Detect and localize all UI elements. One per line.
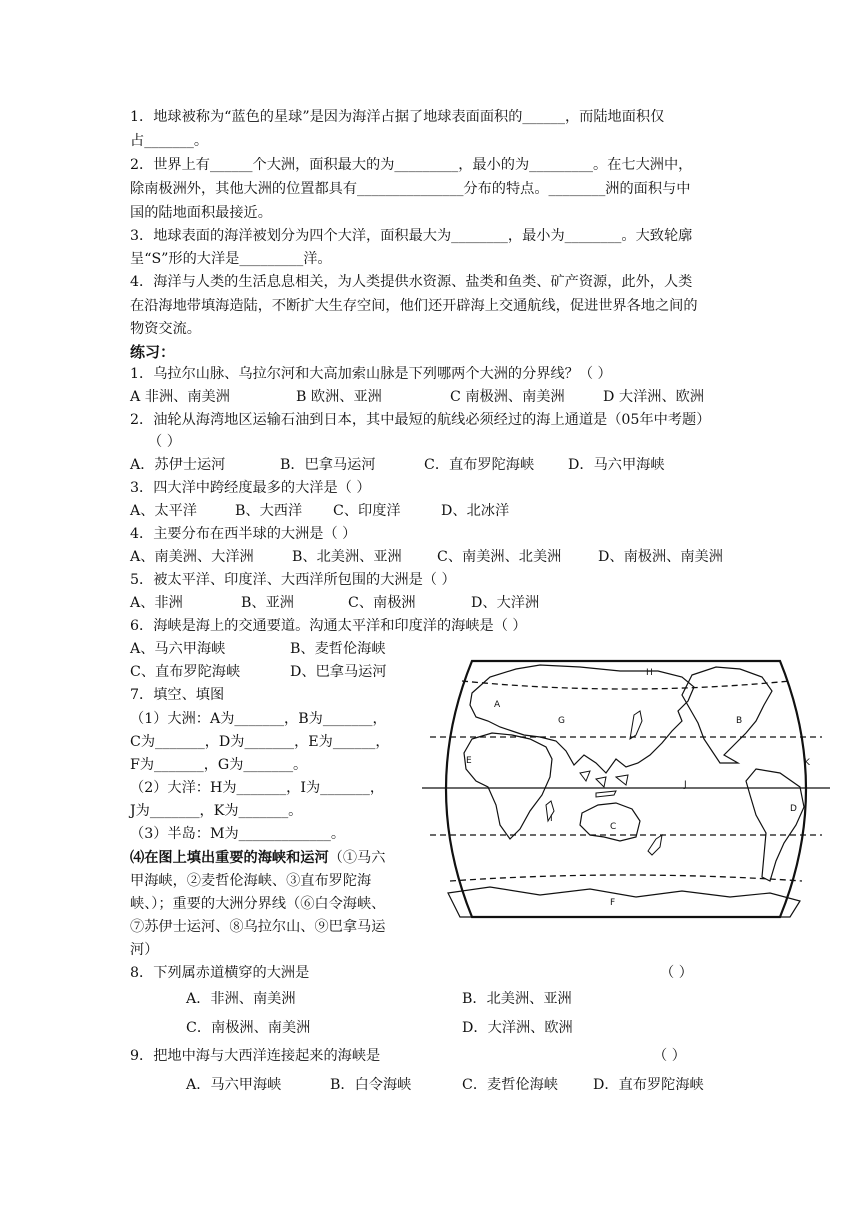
question-7-title: 7．填空、填图	[130, 687, 225, 703]
q9-answer-paren: （ ）	[653, 1048, 686, 1064]
q1-option-c: C 南极洲、南美洲	[450, 389, 565, 405]
q7-line: （1）大洲：A为_______，B为_______，	[130, 711, 387, 727]
south-america-shape	[746, 769, 804, 881]
question-8-stem: 8．下列属赤道横穿的大洲是	[130, 965, 310, 981]
q3-option-d: D、北冰洋	[441, 503, 510, 519]
q7-line: J为_______，K为_______。	[130, 803, 303, 819]
japan-shape	[630, 711, 642, 739]
q9-option-a: A．马六甲海峡	[186, 1077, 282, 1093]
eurasia-shape	[470, 665, 694, 773]
arctic-circle	[462, 681, 790, 689]
q1-option-b: B 欧洲、亚洲	[296, 389, 382, 405]
q8-option-a: A．非洲、南美洲	[186, 991, 296, 1007]
intro-line: 在沿海地带填海造陆，不断扩大生存空间，他们还开辟海上交通航线，促进世界各地之间的	[130, 298, 698, 314]
q7-item4-first-line	[130, 848, 385, 868]
q5-option-a: A、非洲	[130, 595, 183, 611]
map-label-g: G	[558, 716, 565, 726]
practice-heading: 练习：	[130, 343, 176, 361]
q6-option-c: C、直布罗陀海峡	[130, 664, 241, 680]
world-map-figure	[420, 655, 832, 923]
q4-option-c: C、南美洲、北美洲	[437, 549, 562, 565]
intro-line: 国的陆地面积最接近。	[130, 205, 272, 221]
q2-option-d: D．马六甲海峡	[568, 457, 665, 473]
question-1-stem: 1．乌拉尔山脉、乌拉尔河和大高加索山脉是下列哪两个大洲的分界线？（ ）	[130, 366, 612, 382]
intro-line: 3．地球表面的海洋被划分为四个大洋，面积最大为________，最小为________。大致轮廓	[130, 228, 693, 244]
question-6-stem: 6．海峡是海上的交通要道。沟通太平洋和印度洋的海峡是（ ）	[130, 618, 527, 634]
q7-line: （2）大洋：H为_______，I为_______，	[130, 780, 385, 796]
q9-option-b: B．白令海峡	[330, 1077, 412, 1093]
map-label-b: B	[736, 716, 743, 726]
map-label-k: K	[804, 758, 810, 768]
question-9-stem: 9．把地中海与大西洋连接起来的海峡是	[130, 1048, 381, 1064]
q3-option-c: C、印度洋	[333, 503, 401, 519]
intro-line: 除南极洲外，其他大洲的位置都具有_______________分布的特点。________洲的面积与中	[130, 181, 691, 197]
map-label-f: F	[610, 898, 616, 908]
intro-line: 4．海洋与人类的生活息息相关，为人类提供水资源、盐类和鱼类、矿产资源，此外，人类	[130, 274, 693, 290]
q9-option-c: C．麦哲伦海峡	[462, 1077, 558, 1093]
q7-item4-bold: ⑷在图上填出重要的海峡和运河	[130, 850, 329, 866]
q5-option-d: D、大洋洲	[471, 595, 540, 611]
q8-option-c: C．南极洲、南美洲	[186, 1020, 311, 1036]
q6-option-b: B、麦哲伦海峡	[290, 641, 386, 657]
q7-item4-rest: （①马六	[328, 850, 386, 866]
map-label-e: E	[466, 756, 472, 766]
q4-option-d: D、南极洲、南美洲	[598, 549, 723, 565]
sea-islands-shape	[580, 771, 628, 797]
q7-item4-line: ⑦苏伊士运河、⑧乌拉尔山、⑨巴拿马运	[130, 919, 386, 935]
antarctica-shape	[448, 887, 800, 917]
antarctic-circle	[450, 875, 802, 881]
world-map	[420, 655, 832, 923]
q7-item4-line: 甲海峡，②麦哲伦海峡、③直布罗陀海	[130, 873, 372, 889]
intro-line: 2．世界上有______个大洲，面积最大的为_________，最小的为_________。在七大洲中，	[130, 157, 693, 173]
q2-answer-paren: （ ）	[148, 434, 181, 450]
question-5-stem: 5．被太平洋、印度洋、大西洋所包围的大洲是（ ）	[130, 572, 456, 588]
q5-option-b: B、亚洲	[241, 595, 294, 611]
q7-line: （3）半岛：M为_____________。	[130, 826, 346, 842]
q9-option-d: D．直布罗陀海峡	[593, 1077, 704, 1093]
intro-line: 物资交流。	[130, 321, 201, 337]
q7-line: C为_______，D为_______，E为______，	[130, 734, 390, 750]
q7-item4-line: 河）	[130, 942, 159, 958]
map-label-h: H	[646, 668, 653, 678]
q4-option-a: A、南美洲、大洋洲	[130, 549, 254, 565]
q2-option-b: B．巴拿马运河	[280, 457, 376, 473]
intro-line: 1．地球被称为“蓝色的星球”是因为海洋占据了地球表面面积的______，而陆地面积仅	[130, 109, 665, 125]
intro-line: 呈“S”形的大洋是_________洋。	[130, 251, 332, 267]
question-3-stem: 3．四大洋中跨经度最多的大洋是（ ）	[130, 480, 371, 496]
q8-option-d: D．大洋洲、欧洲	[462, 1020, 573, 1036]
q6-option-a: A、马六甲海峡	[130, 641, 226, 657]
africa-shape	[464, 733, 552, 839]
q3-option-a: A、太平洋	[130, 503, 197, 519]
new-zealand-shape	[648, 835, 662, 855]
intro-line: 占_______。	[130, 133, 209, 149]
q1-option-d: D 大洋洲、欧洲	[603, 389, 705, 405]
question-4-stem: 4．主要分布在西半球的大洲是（ ）	[130, 526, 357, 542]
q2-option-c: C．直布罗陀海峡	[424, 457, 535, 473]
q7-line: F为_______，G为_______。	[130, 757, 308, 773]
map-label-a: A	[494, 700, 501, 710]
map-label-d: D	[790, 804, 797, 814]
q3-option-b: B、大西洋	[235, 503, 303, 519]
q6-option-d: D、巴拿马运河	[290, 664, 387, 680]
map-label-c: C	[610, 822, 617, 832]
q8-answer-paren: （ ）	[660, 965, 693, 981]
q8-option-b: B．北美洲、亚洲	[462, 991, 572, 1007]
q5-option-c: C、南极洲	[348, 595, 416, 611]
q1-option-a: A 非洲、南美洲	[130, 389, 230, 405]
q4-option-b: B、北美洲、亚洲	[292, 549, 402, 565]
north-america-shape	[682, 667, 772, 763]
map-label-i: I	[550, 814, 553, 824]
question-2-stem: 2．油轮从海湾地区运输石油到日本，其中最短的航线必须经过的海上通道是（05年中考题）	[130, 412, 711, 428]
map-label-j: J	[684, 780, 687, 790]
q7-item4-line: 峡、）；重要的大洲分界线（⑥白令海峡、	[130, 896, 386, 912]
q2-option-a: A．苏伊士运河	[130, 457, 226, 473]
